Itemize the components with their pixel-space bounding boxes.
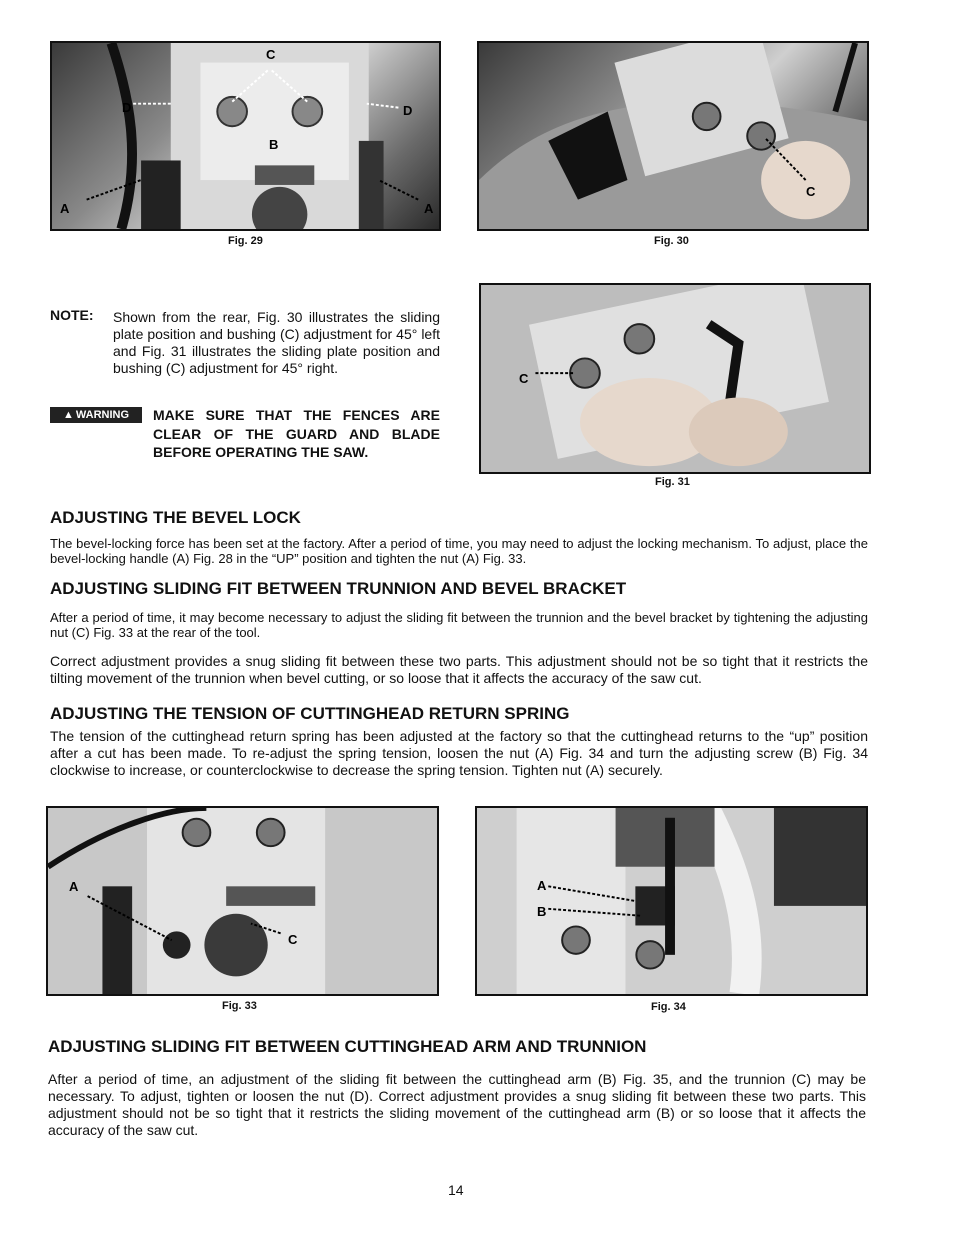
fig29-label-d-right: D [403,103,413,118]
warning-badge-label: WARNING [75,409,130,421]
fig33-label-c: C [288,932,298,947]
fig31-label-c: C [519,371,529,386]
fig30-caption: Fig. 30 [654,235,689,247]
fig29-label-a-left: A [60,201,70,216]
note-text: Shown from the rear, Fig. 30 illustrates the sliding plate position and bushing (C) adjustment for 45° left and Fig. 31 illustrates the sliding plate position and bushing (C) adjustment for 45° right. [113,309,440,376]
fig31-photo [479,283,871,474]
fig29-photo [50,41,441,231]
fig34-caption: Fig. 34 [651,1001,686,1013]
fig33-caption: Fig. 33 [222,1000,257,1012]
warning-badge [50,407,142,423]
fig30-illustration [479,43,867,229]
fig29-illustration [52,43,439,229]
fig29-label-b: B [269,137,279,152]
cuttinghead-arm-paragraph: After a period of time, an adjustment of the sliding fit between the cuttinghead arm (B) Fig. 35, and the trunnion (C) may be necessary. To adjust, tighten or loosen the nut (D). Correct adjustment provides a snug sliding fit between these two parts. This adjustment should not be so tight that it restricts the sliding movement of the cuttinghead arm (B) or so loose that it affects the accuracy of the saw cut. [48,1071,866,1138]
warning-text: MAKE SURE THAT THE FENCES ARE CLEAR OF THE GUARD AND BLADE BEFORE OPERATING THE SAW. [153,407,440,460]
fig30-label-c: C [806,184,816,199]
fig33-photo [46,806,439,996]
heading-trunnion-bevel-bracket: ADJUSTING SLIDING FIT BETWEEN TRUNNION AND BEVEL BRACKET [50,579,627,598]
bevel-lock-paragraph: The bevel-locking force has been set at the factory. After a period of time, you may need to adjust the locking mechanism. To adjust, place the bevel-locking handle (A) Fig. 28 in the “UP” position and tighten the nut (A) Fig. 33. [50,536,868,566]
warning-triangle-icon: ▲ [62,409,74,421]
fig34-photo [475,806,868,996]
fig34-label-b: B [537,904,547,919]
return-spring-paragraph: The tension of the cuttinghead return spring has been adjusted at the factory so that the cuttinghead returns to the “up” position after a cut has been made. To re-adjust the spring tension, loosen the nut (A) Fig. 34 and turn the adjusting screw (B) Fig. 34 clockwise to increase, or counterclockwise to decrease the spring tension. Tighten nut (A) securely. [50,728,868,778]
heading-return-spring: ADJUSTING THE TENSION OF CUTTINGHEAD RETURN SPRING [50,704,570,723]
fig33-label-a: A [69,879,79,894]
fig33-illustration [48,808,437,994]
trunnion-paragraph-1: After a period of time, it may become necessary to adjust the sliding fit between the trunnion and the bevel bracket by tightening the adjusting nut (C) Fig. 33 at the rear of the tool. [50,610,868,640]
fig29-label-a-right: A [424,201,434,216]
fig29-label-d-left: D [122,100,132,115]
page-number: 14 [448,1182,464,1198]
fig31-illustration [481,285,869,472]
fig34-label-a: A [537,878,547,893]
fig29-caption: Fig. 29 [228,235,263,247]
trunnion-paragraph-2: Correct adjustment provides a snug sliding fit between these two parts. This adjustment should not be so tight that it restricts the tilting movement of the trunnion when bevel cutting, or so loose that it affects the accuracy of the saw cut. [50,653,868,686]
heading-cuttinghead-arm-trunnion: ADJUSTING SLIDING FIT BETWEEN CUTTINGHEAD ARM AND TRUNNION [48,1037,647,1056]
fig34-illustration [477,808,866,994]
note-label: NOTE: [50,307,94,323]
fig30-photo [477,41,869,231]
heading-bevel-lock: ADJUSTING THE BEVEL LOCK [50,508,301,527]
fig29-label-c: C [266,47,276,62]
fig31-caption: Fig. 31 [655,476,690,488]
